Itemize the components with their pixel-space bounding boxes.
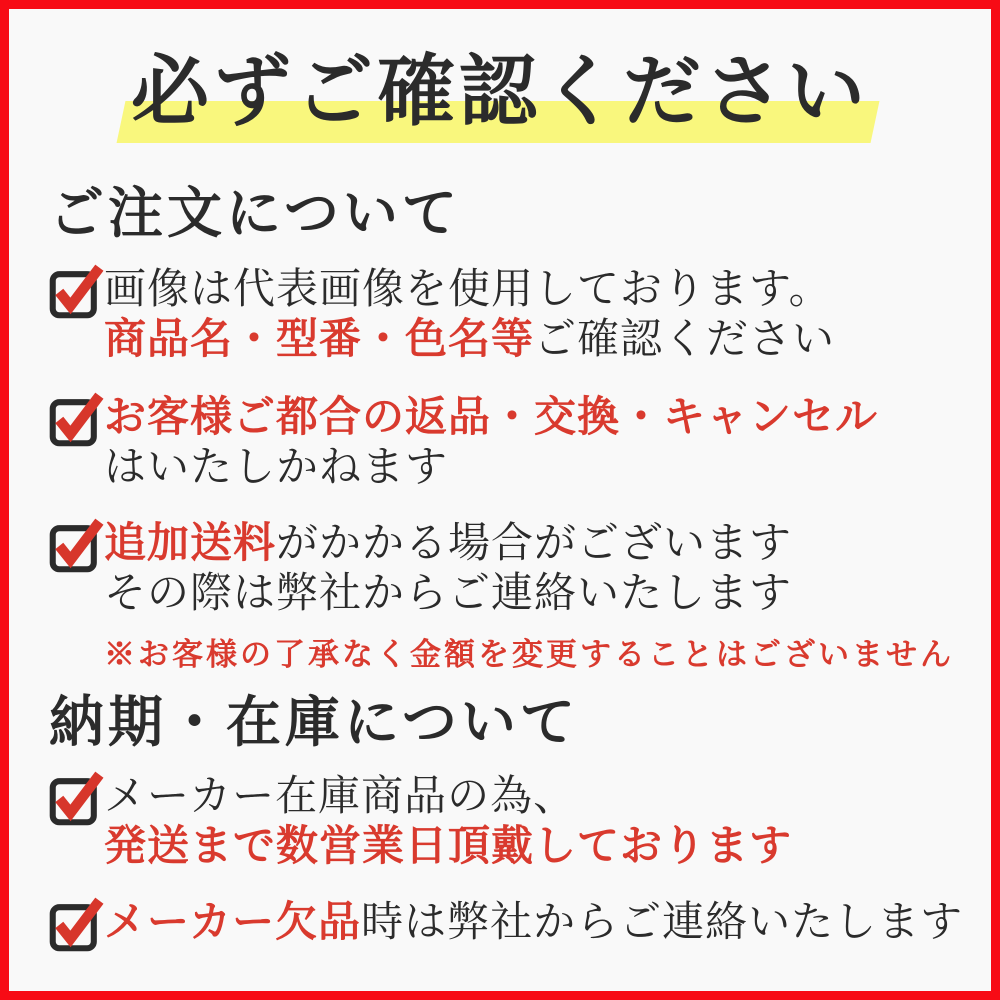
text-line (104, 822, 951, 872)
text-segment: がかかる場合がございます (276, 520, 793, 567)
text-segment: ご確認ください (534, 316, 836, 363)
page-title (131, 45, 869, 139)
checkbox-checked-icon-svg (49, 768, 105, 828)
text-line (104, 898, 964, 948)
title-row (9, 45, 991, 139)
text-segment: 時は弊社からご連絡いたします (361, 899, 964, 946)
text-segment: はいたしかねます (104, 444, 449, 491)
notice-content (9, 181, 991, 948)
page-title-text: 必ずご確認ください (130, 48, 869, 135)
section-heading-stock: 納期・在庫について (49, 691, 579, 753)
text-line (104, 393, 951, 443)
text-segment: その際は弊社からご連絡いたします (104, 570, 793, 617)
text-segment-emphasis: メーカー欠品 (104, 899, 362, 946)
checklist-item-maker-shortage (49, 898, 964, 948)
checkbox-checked-icon-svg (49, 261, 105, 321)
checkbox-checked-icon (49, 894, 105, 954)
text-line (104, 569, 951, 619)
checkbox-checked-icon (49, 261, 105, 321)
checkbox-checked-icon (49, 768, 105, 828)
text-line (104, 443, 951, 493)
checkbox-checked-icon (49, 515, 105, 575)
checkbox-checked-icon-svg (49, 894, 105, 954)
text-line (104, 772, 951, 822)
checklist-item-no-returns (49, 393, 951, 493)
text-segment-emphasis: 商品名・型番・色名等 (104, 316, 535, 363)
checklist-item-representative-image (49, 265, 951, 365)
text-segment: 画像は代表画像を使用しております。 (104, 266, 832, 313)
text-line (104, 519, 951, 569)
text-segment-emphasis: 発送まで数営業日頂戴しております (104, 823, 793, 870)
text-line (104, 265, 951, 315)
checkbox-checked-icon-svg (49, 515, 105, 575)
checkbox-checked-icon (49, 389, 105, 449)
text-segment: メーカー在庫商品の為、 (104, 773, 577, 820)
checklist-item-extra-shipping (49, 519, 951, 619)
checklist-item-maker-stock (49, 772, 951, 872)
text-line (104, 315, 951, 365)
checkbox-checked-icon-svg (49, 389, 105, 449)
text-segment-emphasis: お客様ご都合の返品・交換・キャンセル (104, 394, 879, 441)
note-text: ※お客様の了承なく金額を変更することはございません (104, 636, 954, 672)
text-segment-emphasis: 追加送料 (104, 520, 277, 567)
section-heading-order: ご注文について (49, 182, 461, 244)
